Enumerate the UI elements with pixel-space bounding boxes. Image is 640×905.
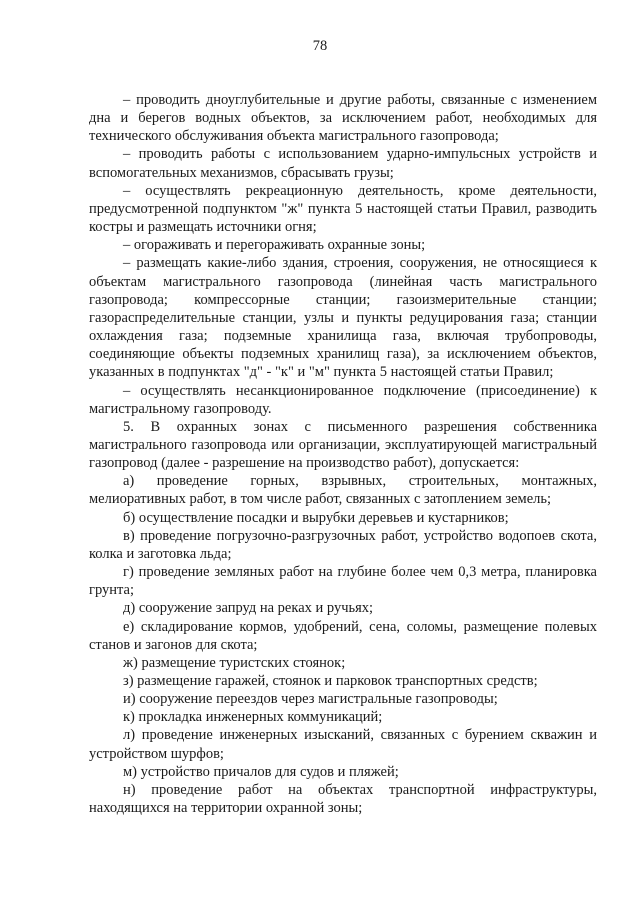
paragraph: н) проведение работ на объектах транспортной инфраструктуры, находящихся на территории охранной зоны;: [89, 781, 597, 817]
paragraph: к) прокладка инженерных коммуникаций;: [123, 709, 383, 726]
paragraph: е) складирование кормов, удобрений, сена, соломы, размещение полевых станов и загонов для скота;: [89, 618, 597, 653]
paragraph: в) проведение погрузочно-разгрузочных работ, устройство водопоев скота, колка и заготовка льда;: [89, 527, 597, 562]
body-text: [89, 91, 597, 817]
paragraph: л) проведение инженерных изысканий, связанных с бурением скважин и устройством шурфов;: [89, 727, 597, 762]
page-number: 78: [312, 38, 328, 54]
paragraph: ж) размещение туристских стоянок;: [123, 654, 346, 671]
paragraph: – осуществлять несанкционированное подключение (присоединение) к магистральному газопроводу.: [89, 382, 597, 417]
paragraph: м) устройство причалов для судов и пляжей;: [123, 763, 399, 780]
paragraph: з) размещение гаражей, стоянок и парковок транспортных средств;: [123, 673, 538, 689]
paragraph: д) сооружение запруд на реках и ручьях;: [123, 600, 374, 617]
paragraph: – огораживать и перегораживать охранные зоны;: [123, 237, 426, 254]
paragraph: – проводить работы с использованием ударно-импульсных устройств и вспомогательных механизмов, сбрасывать грузы;: [89, 146, 597, 181]
paragraph: б) осуществление посадки и вырубки деревьев и кустарников;: [123, 509, 509, 526]
paragraph: – размещать какие-либо здания, строения, сооружения, не относящиеся к объектам магистрального газопровода (линейная часть магистрального газопровода; компрессорные станции; газоизмерительные станции; газораспределительные станции, узлы и пункты редуцирования газа; станции охлаждения газа; подземные хранилища газа, включая трубопроводы, соединяющие объекты подземных хранилищ газа), за исключением объектов, указанных в подпунктах "д" - "к" и "м" пункта 5 настоящей статьи Правил;: [89, 255, 597, 381]
paragraph: и) сооружение переездов через магистральные газопроводы;: [123, 691, 498, 708]
paragraph: – осуществлять рекреационную деятельность, кроме деятельности, предусмотренной подпунктом "ж" пункта 5 настоящей статьи Правил, разводить костры и размещать источники огня;: [89, 182, 597, 236]
paragraph: а) проведение горных, взрывных, строительных, монтажных, мелиоративных работ, в том числе работ, связанных с затоплением земель;: [89, 473, 597, 508]
paragraph: 5. В охранных зонах с письменного разрешения собственника магистрального газопровода или организации, эксплуатирующей магистральный газопровод (далее - разрешение на производство работ), допускается:: [89, 418, 597, 472]
paragraph: – проводить дноуглубительные и другие работы, связанные с изменением дна и берегов водных объектов, за исключением работ, необходимых для технического обслуживания объекта магистрального газопровода;: [89, 92, 597, 145]
paragraph: г) проведение земляных работ на глубине более чем 0,3 метра, планировка грунта;: [89, 564, 597, 599]
